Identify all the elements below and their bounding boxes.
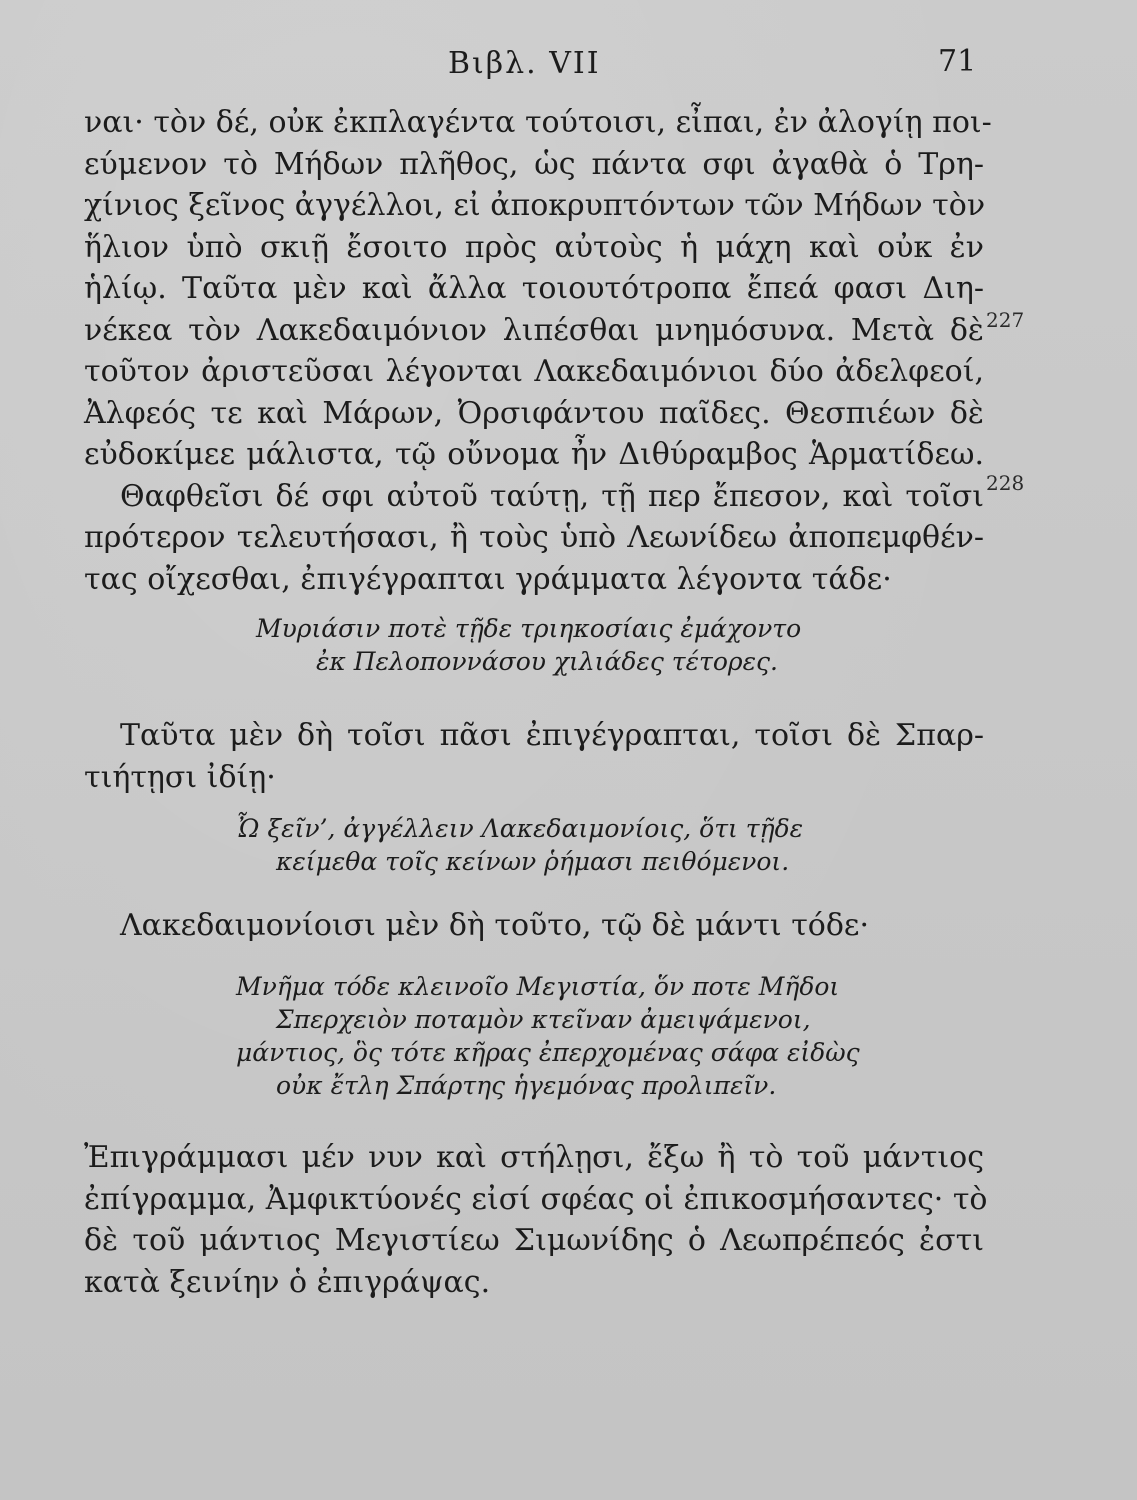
text-line: δὲ τοῦ μάντιος Μεγιστίεω Σιμωνίδης ὁ Λεωπρέπεός ἐστι: [84, 1223, 984, 1258]
epigram: [236, 970, 876, 1102]
margin-section-number: 227: [986, 308, 1025, 332]
page-number: 71: [938, 44, 977, 79]
text-line: εύμενον τὸ Μήδων πλῆθος, ὡς πάντα σφι ἀγαθὰ ὁ Τρη-: [84, 146, 984, 182]
text-line: Ἐπιγράμμασι μέν νυν καὶ στήλῃσι, ἔξω ἢ τὸ τοῦ μάντιος: [84, 1140, 984, 1175]
running-head: Βιβλ. VII: [448, 46, 601, 81]
prose-paragraph: [84, 1137, 988, 1303]
text-line: ἥλιον ὑπὸ σκιῇ ἔσοιτο πρὸς αὐτοὺς ἡ μάχη καὶ οὐκ ἐν: [84, 229, 984, 265]
text-line: πρότερον τελευτήσασι, ἢ τοὺς ὑπὸ Λεωνίδεω ἀποπεμφθέν-: [84, 520, 984, 555]
text-line: ἐπίγραμμα, Ἀμφικτύονές εἰσί σφέας οἱ ἐπικοσμήσαντες· τὸ: [84, 1181, 988, 1217]
text-line: τοῦτον ἀριστεῦσαι λέγονται Λακεδαιμόνιοι δύο ἀδελφεοί,: [84, 354, 984, 389]
text-line: ναι· τὸν δέ, οὐκ ἐκπλαγέντα τούτοισι, εἶπαι, ἐν ἀλογίῃ ποι-: [84, 105, 992, 140]
text-line: νέκεα τὸν Λακεδαιμόνιον λιπέσθαι μνημόσυνα. Μετὰ δὲ: [84, 312, 984, 348]
text-line: Ἀλφεός τε καὶ Μάρων, Ὀρσιφάντου παῖδες. Θεσπιέων δὲ: [84, 395, 984, 431]
text-line: τας οἴχεσθαι, ἐπιγέγραπται γράμματα λέγοντα τάδε·: [84, 561, 892, 597]
verse-line: κείμεθα τοῖς κείνων ῥήμασι πειθόμενοι.: [276, 847, 790, 876]
text-line: εὐδοκίμεε μάλιστα, τῷ οὔνομα ἦν Διθύραμβος Ἁρματίδεω.: [84, 437, 984, 472]
margin-section-number: 228: [986, 471, 1025, 495]
text-line: Λακεδαιμονίοισι μὲν δὴ τοῦτο, τῷ δὲ μάντι τόδε·: [120, 908, 870, 943]
epigram: [256, 612, 816, 678]
prose-paragraph: [84, 102, 992, 600]
verse-line: Σπερχειὸν ποταμὸν κτεῖναν ἀμειψάμενοι,: [276, 1005, 811, 1034]
text-line: Θαφθεῖσι δέ σφι αὐτοῦ ταύτῃ, τῇ περ ἔπεσον, καὶ τοῖσι: [120, 478, 984, 514]
verse-line: μάντιος, ὃς τότε κῆρας ἐπερχομένας σάφα εἰδὼς: [236, 1038, 860, 1067]
text-line: κατὰ ξεινίην ὁ ἐπιγράψας.: [84, 1264, 491, 1300]
verse-line: Μνῆμα τόδε κλεινοῖο Μεγιστία, ὅν ποτε Μῆδοι: [236, 972, 840, 1001]
text-line: χίνιος ξεῖνος ἀγγέλλοι, εἰ ἀποκρυπτόντων τῶν Μήδων τὸν: [84, 188, 986, 223]
verse-line: Ὦ ξεῖν’, ἀγγέλλειν Λακεδαιμονίοις, ὅτι τῇδε: [236, 814, 804, 843]
verse-line: ἐκ Πελοποννάσου χιλιάδες τέτορες.: [316, 647, 778, 676]
epigram: [236, 812, 856, 878]
verse-line: Μυριάσιν ποτὲ τῇδε τριηκοσίαις ἐμάχοντο: [256, 614, 802, 643]
prose-paragraph: [84, 905, 984, 947]
text-line: ἡλίῳ. Ταῦτα μὲν καὶ ἄλλα τοιουτότροπα ἔπεά φασι Διη-: [84, 271, 984, 306]
text-line: τιήτῃσι ἰδίῃ·: [84, 759, 276, 795]
text-line: Ταῦτα μὲν δὴ τοῖσι πᾶσι ἐπιγέγραπται, τοῖσι δὲ Σπαρ-: [120, 718, 984, 753]
verse-line: οὐκ ἔτλη Σπάρτης ἡγεμόνας προλιπεῖν.: [276, 1071, 777, 1100]
prose-paragraph: [84, 715, 984, 798]
page-header: [0, 44, 1137, 94]
